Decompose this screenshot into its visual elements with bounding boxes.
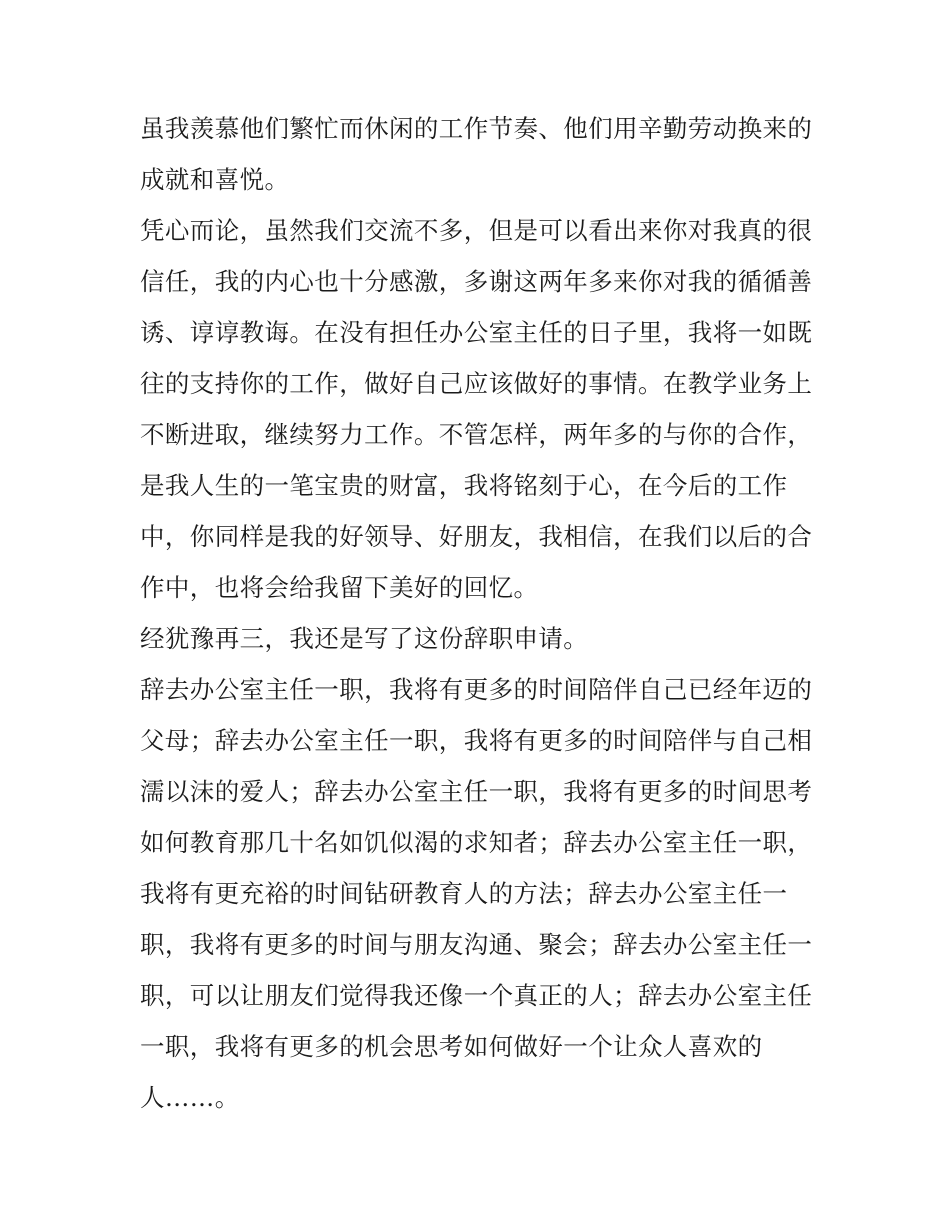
text-line: 如何教育那几十名如饥似渴的求知者；辞去办公室主任一职，: [140, 828, 813, 857]
text-line: 一职，我将有更多的机会思考如何做好一个让众人喜欢的: [140, 1032, 763, 1061]
text-line: 成就和喜悦。: [140, 165, 290, 194]
text-line: 是我人生的一笔宝贵的财富，我将铭刻于心，在今后的工作: [140, 471, 788, 500]
text-line: 辞去办公室主任一职，我将有更多的时间陪伴自己已经年迈的: [140, 675, 813, 704]
text-line: 职，可以让朋友们觉得我还像一个真正的人；辞去办公室主任: [140, 981, 813, 1010]
text-line: 经犹豫再三，我还是写了这份辞职申请。: [140, 624, 589, 653]
text-line: 诱、谆谆教诲。在没有担任办公室主任的日子里，我将一如既: [140, 318, 813, 347]
text-line: 中，你同样是我的好领导、好朋友，我相信，在我们以后的合: [140, 522, 813, 551]
text-line: 职，我将有更多的时间与朋友沟通、聚会；辞去办公室主任一: [140, 930, 813, 959]
text-line: 虽我羡慕他们繁忙而休闲的工作节奏、他们用辛勤劳动换来的: [140, 114, 813, 143]
text-line: 不断进取，继续努力工作。不管怎样，两年多的与你的合作，: [140, 420, 813, 449]
text-line: 人……。: [140, 1083, 240, 1112]
text-line: 凭心而论，虽然我们交流不多，但是可以看出来你对我真的很: [140, 216, 813, 245]
text-line: 作中，也将会给我留下美好的回忆。: [140, 573, 539, 602]
text-line: 濡以沫的爱人；辞去办公室主任一职，我将有更多的时间思考: [140, 777, 813, 806]
text-line: 信任，我的内心也十分感激，多谢这两年多来你对我的循循善: [140, 267, 813, 296]
text-line: 往的支持你的工作，做好自己应该做好的事情。在教学业务上: [140, 369, 813, 398]
text-line: 父母；辞去办公室主任一职，我将有更多的时间陪伴与自己相: [140, 726, 813, 755]
text-line: 我将有更充裕的时间钻研教育人的方法；辞去办公室主任一: [140, 879, 788, 908]
